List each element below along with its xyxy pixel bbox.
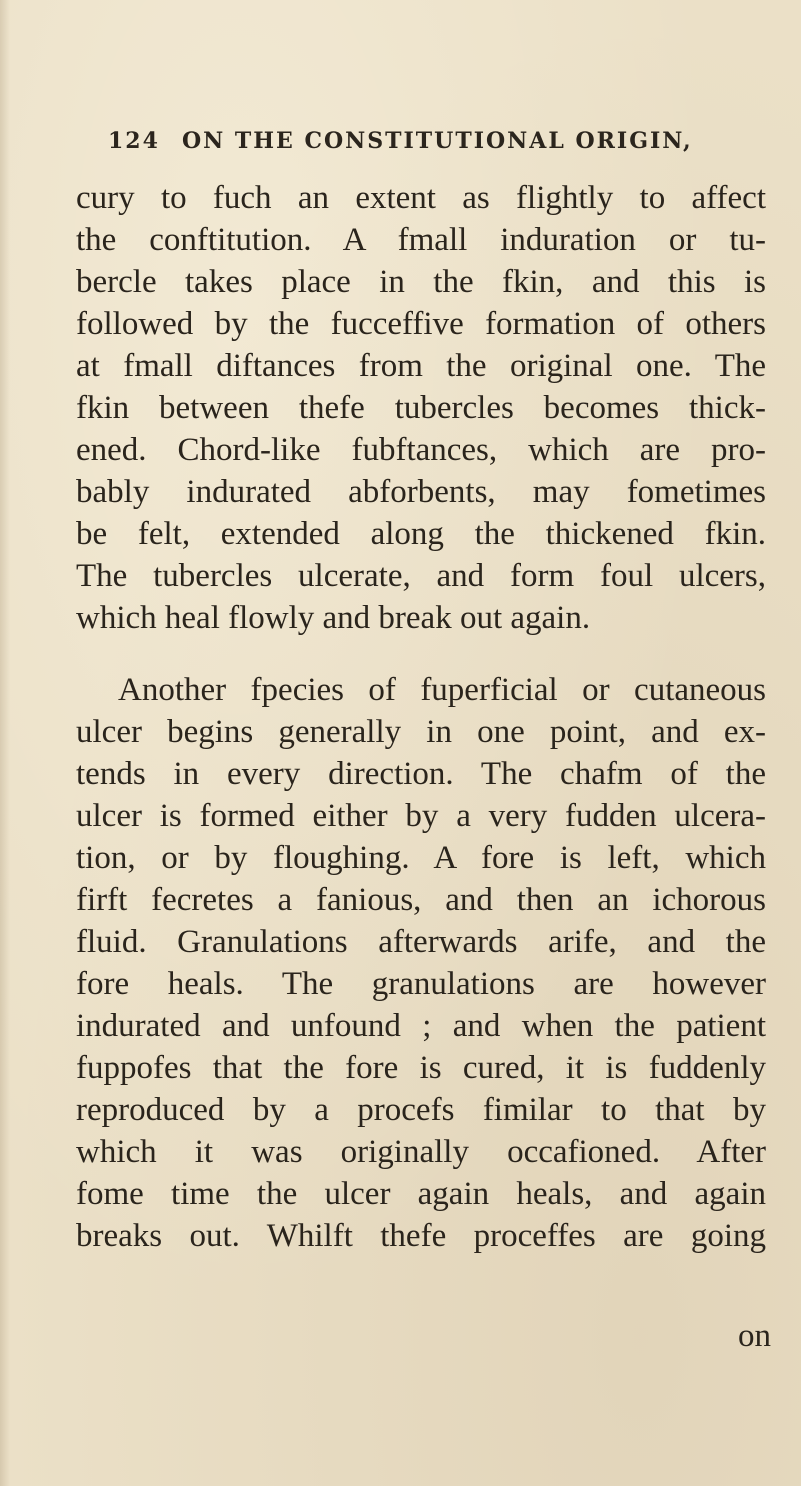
text-line-content: bercle takes place in the fkin, and this is — [76, 264, 766, 300]
text-line-content: fluid. Granulations afterwards arife, and the — [76, 924, 766, 960]
text-line-content: fuppofes that the fore is cured, it is fuddenly — [76, 1050, 766, 1086]
page-number: 124 — [108, 128, 160, 154]
text-line — [0, 262, 801, 302]
text-line — [0, 304, 801, 344]
text-line — [0, 1006, 801, 1046]
text-line-content: fkin between thefe tubercles becomes thick- — [76, 390, 766, 426]
text-line — [0, 220, 801, 260]
running-title: ON THE CONSTITUTIONAL ORIGIN, — [181, 128, 693, 154]
text-line — [0, 178, 801, 218]
text-line — [0, 1216, 801, 1256]
text-line — [0, 1132, 801, 1172]
text-line-content: fome time the ulcer again heals, and again — [76, 1176, 766, 1212]
text-line-content: which it was originally occafioned. After — [76, 1134, 766, 1170]
text-line — [0, 838, 801, 878]
text-line-content: be felt, extended along the thickened fkin. — [76, 516, 766, 552]
text-line-content: cury to fuch an extent as flightly to affect — [76, 180, 766, 216]
text-line — [0, 346, 801, 386]
text-line-content: ulcer begins generally in one point, and ex- — [76, 714, 766, 750]
text-line-content: fore heals. The granulations are however — [76, 966, 766, 1002]
text-line — [0, 556, 801, 596]
running-head — [108, 128, 693, 154]
text-line-content: reproduced by a procefs fimilar to that by — [76, 1092, 766, 1128]
text-line-content: at fmall diftances from the original one. The — [76, 348, 766, 384]
text-line — [0, 796, 801, 836]
text-line — [0, 1174, 801, 1214]
text-line — [0, 598, 801, 638]
text-line — [0, 430, 801, 470]
text-line-content: breaks out. Whilft thefe proceffes are going — [76, 1218, 766, 1254]
text-line — [0, 922, 801, 962]
text-line-content: the conftitution. A fmall induration or tu- — [76, 222, 766, 258]
text-line-content: tends in every direction. The chafm of the — [76, 756, 766, 792]
text-line-content: ened. Chord-like fubftances, which are pro- — [76, 432, 766, 468]
text-line — [0, 472, 801, 512]
catchword: on — [738, 1318, 771, 1354]
text-line — [0, 1090, 801, 1130]
text-line-content: Another fpecies of fuperficial or cutaneous — [118, 672, 766, 708]
text-line-content: bably indurated abforbents, may fometimes — [76, 474, 766, 510]
text-line — [0, 670, 801, 710]
text-line-content: followed by the fucceffive formation of others — [76, 306, 766, 342]
text-line — [0, 1048, 801, 1088]
text-line — [0, 880, 801, 920]
text-line-content: firft fecretes a fanious, and then an ichorous — [76, 882, 766, 918]
text-line-content: which heal flowly and break out again. — [76, 600, 591, 636]
text-line-content: The tubercles ulcerate, and form foul ulcers, — [76, 558, 766, 594]
text-line-content: ulcer is formed either by a very fudden ulcera- — [76, 798, 766, 834]
text-line — [0, 712, 801, 752]
text-line — [0, 754, 801, 794]
text-line-content: indurated and unfound ; and when the patient — [76, 1008, 766, 1044]
text-line-content: tion, or by floughing. A fore is left, which — [76, 840, 766, 876]
text-line — [0, 964, 801, 1004]
text-line — [0, 514, 801, 554]
text-line — [0, 388, 801, 428]
